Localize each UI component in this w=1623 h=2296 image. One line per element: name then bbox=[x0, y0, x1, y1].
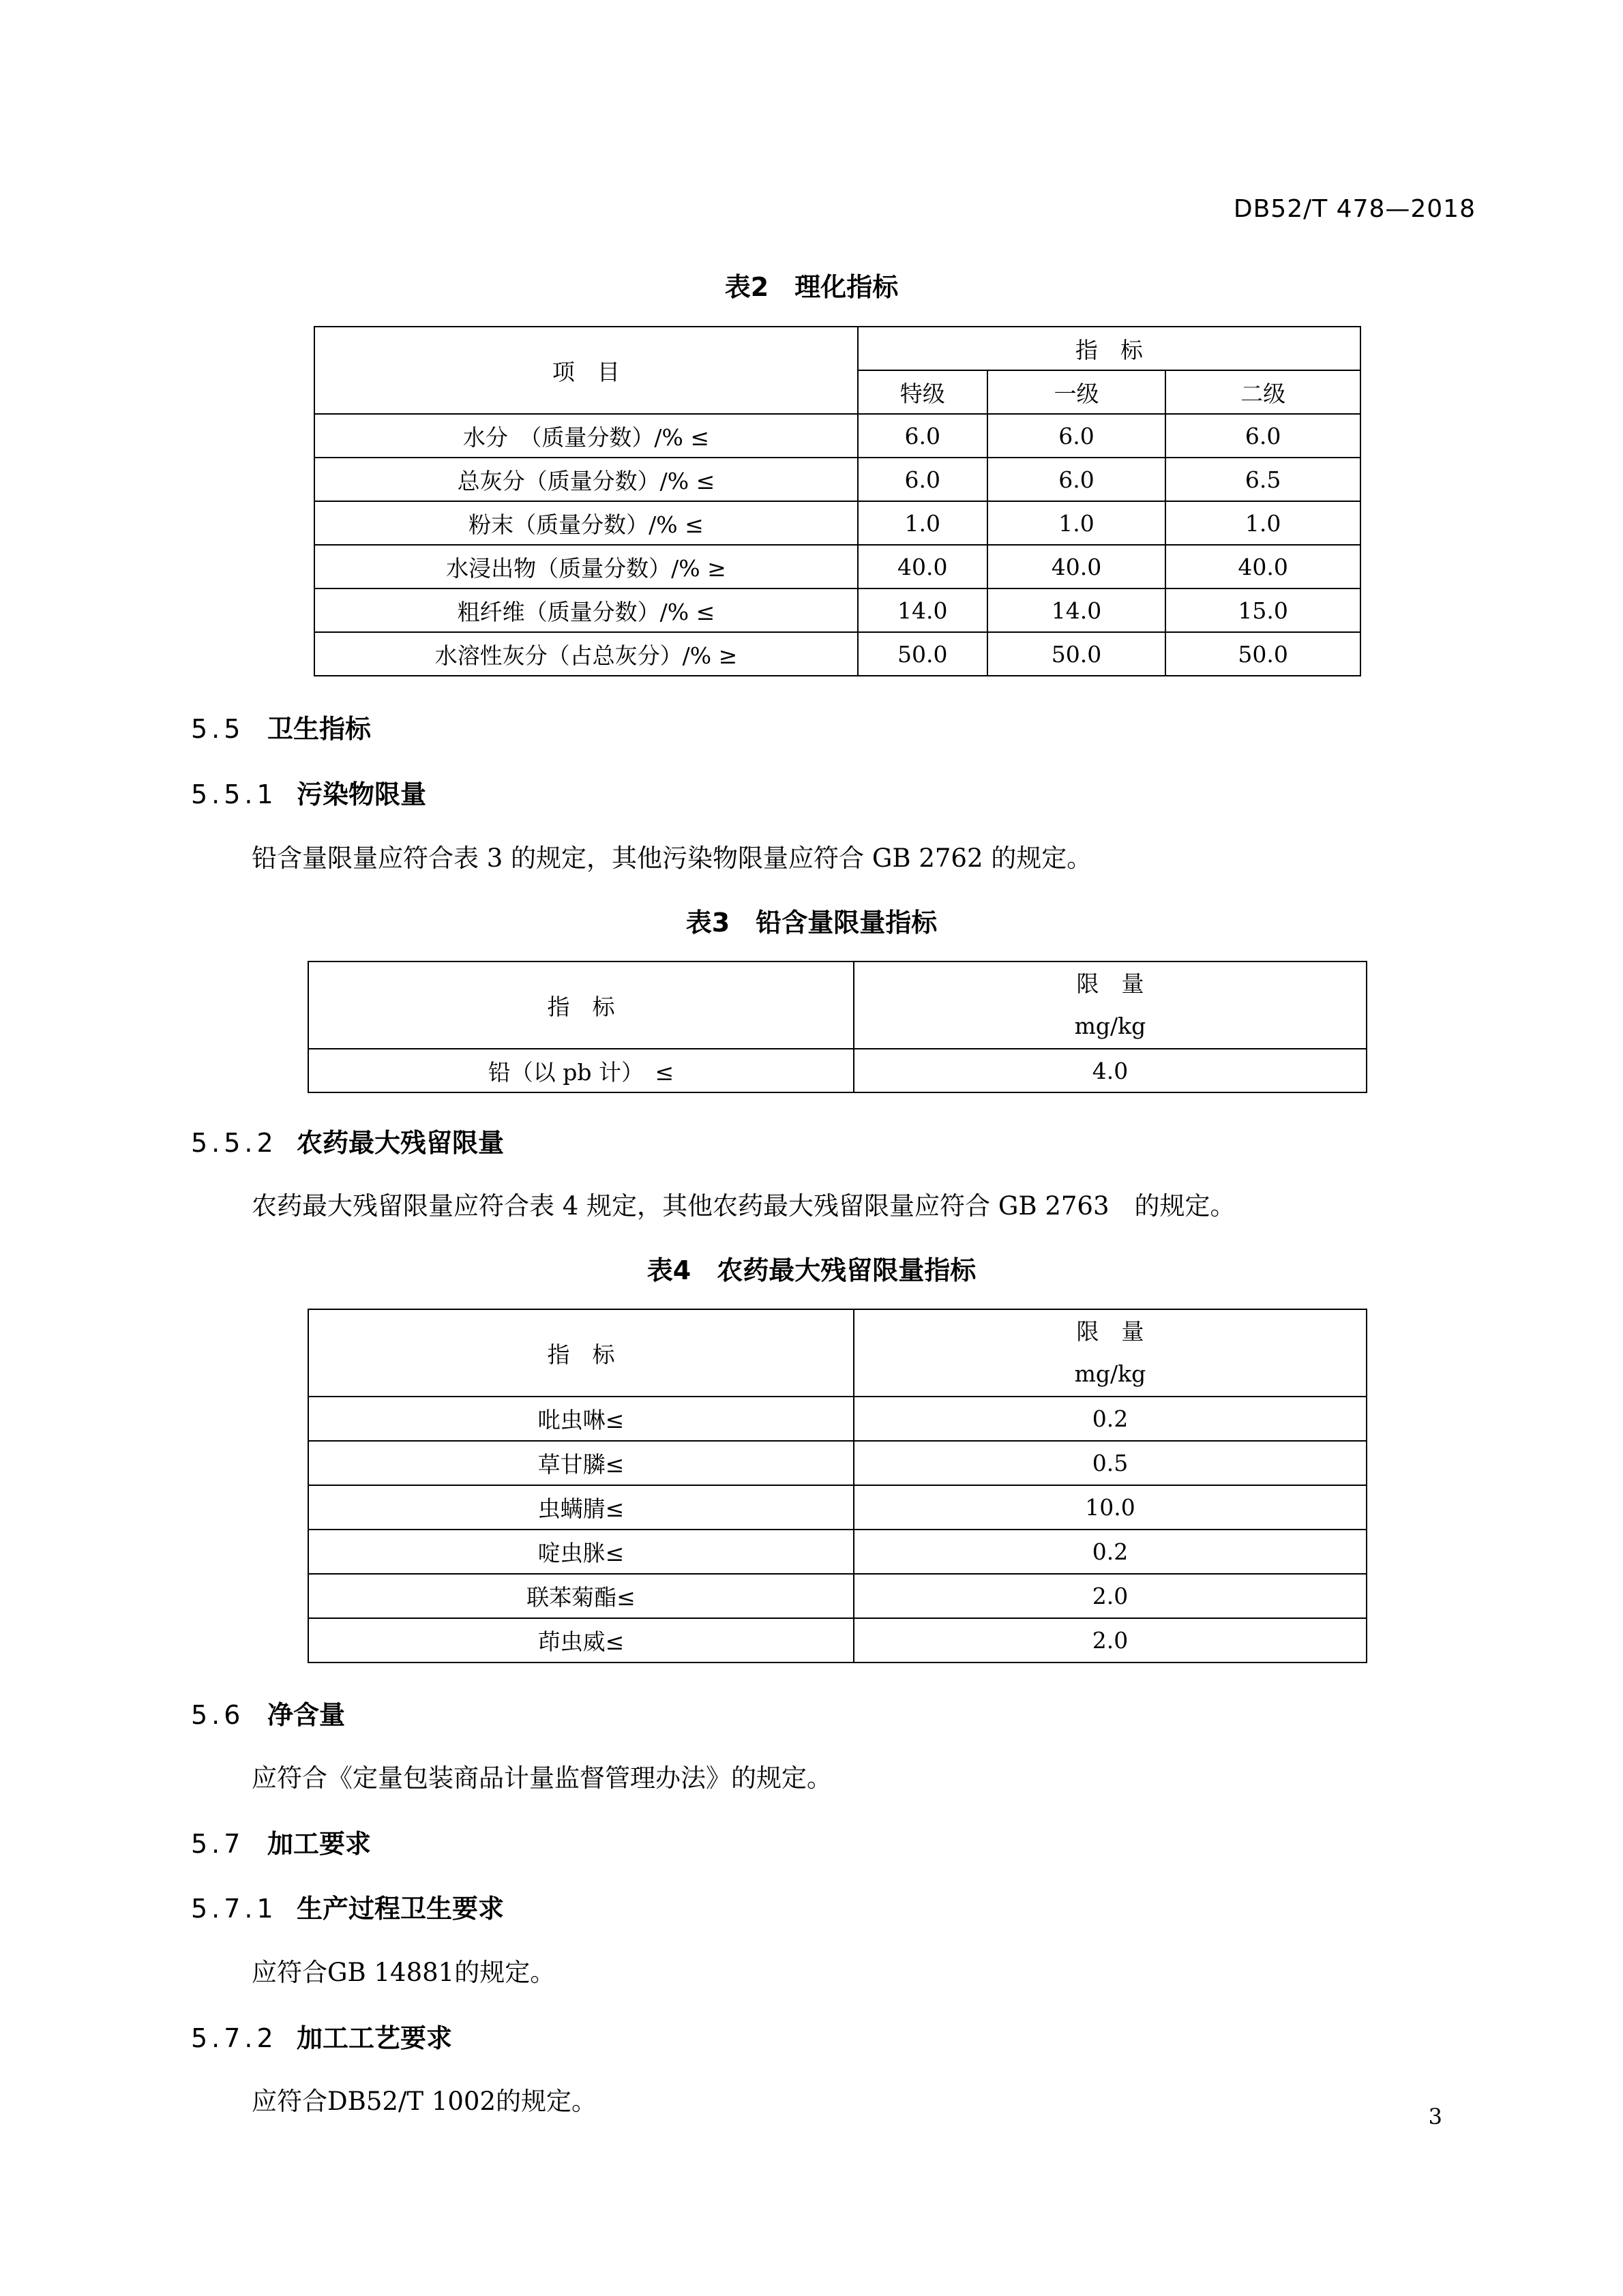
table2-cell: 6.0 bbox=[858, 414, 987, 458]
section-5-5-1-text: 铅含量限量应符合表 3 的规定，其他污染物限量应符合 GB 2762 的规定。 bbox=[252, 844, 1092, 873]
table2-row-label: 水浸出物（质量分数）/% ≥ bbox=[314, 545, 858, 588]
section-5-7-1-heading bbox=[191, 1888, 504, 1925]
section-5-6-heading bbox=[191, 1694, 345, 1731]
table4-head-unit: mg/kg bbox=[1074, 1360, 1146, 1387]
table2-cell: 15.0 bbox=[1165, 588, 1360, 632]
section-number: 5.7.1 bbox=[191, 1894, 278, 1924]
table2-row-label: 总灰分（质量分数）/% ≤ bbox=[314, 458, 858, 501]
section-title: 污染物限量 bbox=[297, 779, 427, 809]
table-row bbox=[314, 545, 1360, 588]
table3-cell: 4.0 bbox=[854, 1049, 1367, 1092]
section-5-7-heading bbox=[191, 1823, 371, 1860]
table2-cell: 6.0 bbox=[987, 458, 1166, 501]
table4-row-label: 草甘膦≤ bbox=[308, 1441, 854, 1485]
section-number: 5.5.2 bbox=[191, 1128, 278, 1158]
table-row bbox=[314, 414, 1360, 458]
table2-row-label: 粉末（质量分数）/% ≤ bbox=[314, 501, 858, 545]
table4-cell: 0.2 bbox=[854, 1397, 1367, 1441]
table2-grade-second: 二级 bbox=[1165, 370, 1360, 414]
table-row bbox=[308, 1574, 1367, 1618]
table4-row-label: 吡虫啉≤ bbox=[308, 1397, 854, 1441]
table2-cell: 14.0 bbox=[987, 588, 1166, 632]
table2-head-item: 项 目 bbox=[314, 327, 858, 414]
table-row bbox=[308, 1485, 1367, 1530]
table2-head-index: 指 标 bbox=[858, 327, 1360, 370]
table3-row-label: 铅（以 pb 计） ≤ bbox=[308, 1049, 854, 1092]
table2-cell: 6.5 bbox=[1165, 458, 1360, 501]
table3-head-unit: mg/kg bbox=[1074, 1013, 1146, 1039]
section-5-6-text: 应符合《定量包装商品计量监督管理办法》的规定。 bbox=[252, 1763, 832, 1793]
table4-caption: 表4 农药最大残留限量指标 bbox=[646, 1255, 977, 1285]
table2-cell: 1.0 bbox=[1165, 501, 1360, 545]
section-number: 5.5 bbox=[191, 714, 245, 744]
table4-row-label: 虫螨腈≤ bbox=[308, 1485, 854, 1530]
section-title: 农药最大残留限量 bbox=[297, 1128, 505, 1158]
table2-row-label: 水分 （质量分数）/% ≤ bbox=[314, 414, 858, 458]
section-5-7-2-heading bbox=[191, 2017, 452, 2055]
table2-row-label: 水溶性灰分（占总灰分）/% ≥ bbox=[314, 632, 858, 676]
page-number: 3 bbox=[1428, 2104, 1442, 2130]
table2 bbox=[314, 326, 1361, 676]
table2-cell: 6.0 bbox=[987, 414, 1166, 458]
table3-head-limit-label: 限 量 bbox=[1076, 970, 1144, 997]
table-row bbox=[314, 632, 1360, 676]
table2-caption: 表2 理化指标 bbox=[724, 272, 899, 302]
document-code: DB52/T 478—2018 bbox=[1233, 195, 1476, 223]
table3-head-index: 指 标 bbox=[308, 961, 854, 1049]
table4-row-label: 茚虫威≤ bbox=[308, 1618, 854, 1663]
section-5-5-2-text: 农药最大残留限量应符合表 4 规定，其他农药最大残留限量应符合 GB 2763 的规定。 bbox=[252, 1191, 1236, 1221]
section-number: 5.7 bbox=[191, 1829, 245, 1859]
table-row bbox=[308, 1530, 1367, 1574]
table2-cell: 50.0 bbox=[987, 632, 1166, 676]
table2-cell: 50.0 bbox=[1165, 632, 1360, 676]
table4-cell: 2.0 bbox=[854, 1574, 1367, 1618]
table2-cell: 6.0 bbox=[858, 458, 987, 501]
section-5-7-1-text: 应符合GB 14881的规定。 bbox=[252, 1958, 556, 1987]
section-number: 5.5.1 bbox=[191, 779, 278, 809]
table2-cell: 50.0 bbox=[858, 632, 987, 676]
table2-cell: 6.0 bbox=[1165, 414, 1360, 458]
section-title: 加工工艺要求 bbox=[297, 2023, 453, 2053]
table2-cell: 1.0 bbox=[858, 501, 987, 545]
section-number: 5.7.2 bbox=[191, 2023, 278, 2053]
table-row bbox=[308, 1618, 1367, 1663]
section-5-5-1-heading bbox=[191, 773, 426, 811]
section-title: 净含量 bbox=[267, 1700, 346, 1730]
table4-cell: 0.2 bbox=[854, 1530, 1367, 1574]
section-5-5-2-heading bbox=[191, 1122, 504, 1159]
table2-row-label: 粗纤维（质量分数）/% ≤ bbox=[314, 588, 858, 632]
section-title: 加工要求 bbox=[267, 1829, 372, 1859]
table4-row-label: 啶虫脒≤ bbox=[308, 1530, 854, 1574]
section-5-7-2-text: 应符合DB52/T 1002的规定。 bbox=[252, 2087, 597, 2116]
table-row bbox=[308, 1049, 1367, 1092]
table3-head-limit bbox=[854, 961, 1367, 1049]
section-title: 生产过程卫生要求 bbox=[297, 1894, 505, 1924]
table4-row-label: 联苯菊酯≤ bbox=[308, 1574, 854, 1618]
table3 bbox=[308, 961, 1367, 1093]
table2-cell: 40.0 bbox=[858, 545, 987, 588]
table2-cell: 14.0 bbox=[858, 588, 987, 632]
table2-grade-first: 一级 bbox=[987, 370, 1166, 414]
section-number: 5.6 bbox=[191, 1700, 245, 1730]
section-title: 卫生指标 bbox=[267, 714, 372, 744]
table4-cell: 0.5 bbox=[854, 1441, 1367, 1485]
table2-cell: 40.0 bbox=[987, 545, 1166, 588]
table4-head-index: 指 标 bbox=[308, 1309, 854, 1397]
table4-head-limit-label: 限 量 bbox=[1076, 1318, 1144, 1345]
table2-cell: 40.0 bbox=[1165, 545, 1360, 588]
table-row bbox=[308, 1397, 1367, 1441]
table-row bbox=[314, 458, 1360, 501]
table-row bbox=[314, 501, 1360, 545]
table4 bbox=[308, 1309, 1367, 1663]
table4-cell: 2.0 bbox=[854, 1618, 1367, 1663]
table4-cell: 10.0 bbox=[854, 1485, 1367, 1530]
table2-grade-special: 特级 bbox=[858, 370, 987, 414]
table-row bbox=[314, 588, 1360, 632]
table2-cell: 1.0 bbox=[987, 501, 1166, 545]
table-row bbox=[308, 1441, 1367, 1485]
table3-caption: 表3 铅含量限量指标 bbox=[685, 908, 938, 938]
section-5-5-heading bbox=[191, 708, 371, 745]
table4-head-limit bbox=[854, 1309, 1367, 1397]
